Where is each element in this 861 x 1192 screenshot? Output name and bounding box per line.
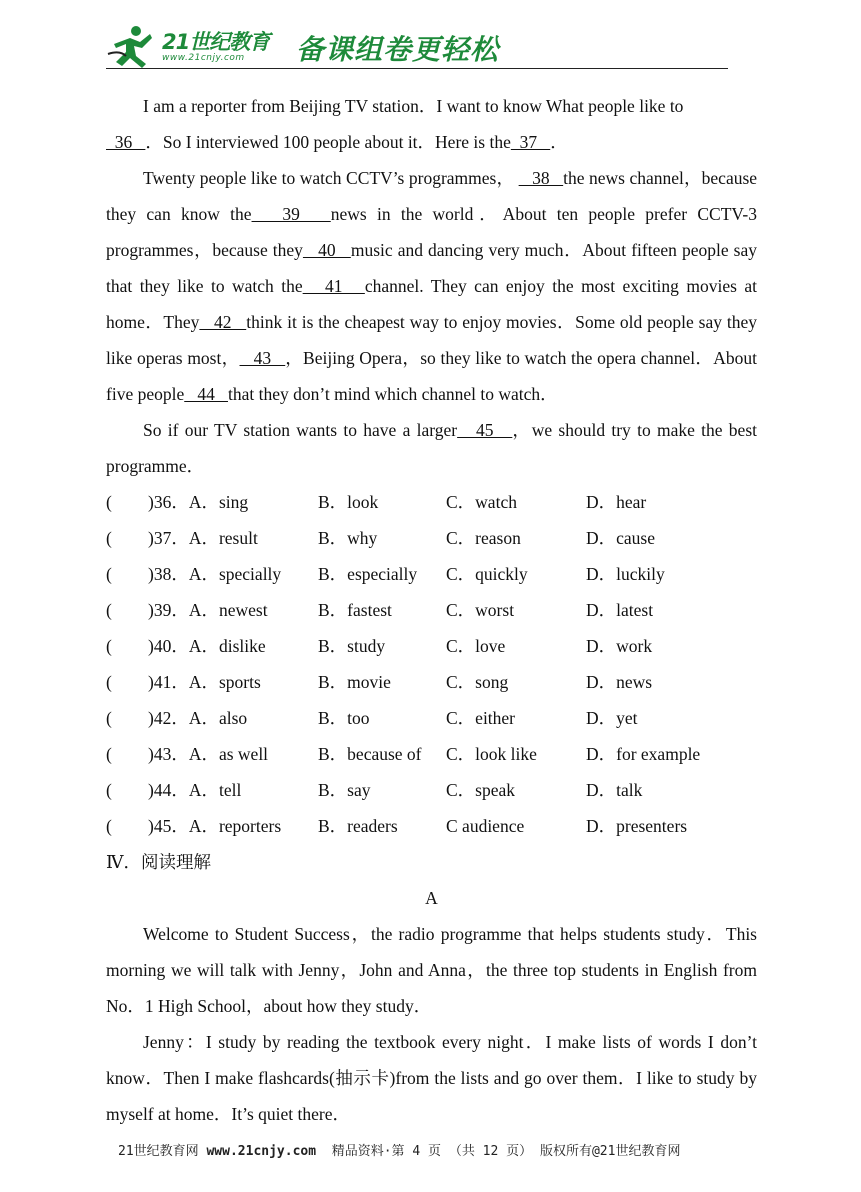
option-b: B．look xyxy=(318,492,379,512)
blank-41: 41 xyxy=(302,276,365,296)
answer-paren: ( xyxy=(106,672,112,692)
text-run: ，Beijing Opera，so they like to watch the opera channel．About five people xyxy=(106,348,758,404)
blank-38: 38 xyxy=(518,168,564,188)
option-d: D．for example xyxy=(586,744,701,764)
text-run: news in the world．About ten people prefer CCTV-3 programmes，because they xyxy=(106,204,757,260)
question-number: )45．A．reporters xyxy=(148,816,282,836)
blank-40: 40 xyxy=(302,240,351,260)
option-row-37 xyxy=(106,520,757,556)
header-slogan: 备课组卷更轻松 xyxy=(296,33,500,66)
blank-39: 39 xyxy=(251,204,331,224)
option-d: D．work xyxy=(586,636,653,656)
option-row-36 xyxy=(106,484,757,520)
blank-36: 36 xyxy=(106,132,146,152)
option-d: D．presenters xyxy=(586,816,688,836)
answer-paren: ( xyxy=(106,528,112,548)
option-b: B．readers xyxy=(318,816,398,836)
page-header xyxy=(106,22,728,72)
answer-paren: ( xyxy=(106,708,112,728)
page-footer xyxy=(118,1140,680,1159)
option-c: C．love xyxy=(446,636,506,656)
option-c: C．look like xyxy=(446,744,537,764)
option-row-40 xyxy=(106,628,757,664)
footer-page-info: 精品资料·第 4 页 （共 12 页） 版权所有@21世纪教育网 xyxy=(331,1144,681,1159)
option-b: B．movie xyxy=(318,672,391,692)
reading-paragraph-1: Welcome to Student Success，the radio programme that helps students study．This morning we will talk with Jenny，John and Anna，the three top students in English from No．1 High School，about how they study． xyxy=(106,924,757,1016)
text-run: I am a reporter from Beijing TV station．I want to know What people like to xyxy=(143,96,684,116)
option-b: B．fastest xyxy=(318,600,392,620)
options-list xyxy=(106,484,757,844)
cloze-paragraph-1 xyxy=(106,88,757,160)
text-run: the news channel，because they can know the xyxy=(106,168,758,224)
question-number: )37．A．result xyxy=(148,528,258,548)
text-run: music and dancing very much．About fifteen people say that they like to watch the xyxy=(106,240,757,296)
question-number: )42．A．also xyxy=(148,708,248,728)
blank-42: 42 xyxy=(199,312,247,332)
option-c: C．quickly xyxy=(446,564,528,584)
option-d: D．news xyxy=(586,672,653,692)
option-d: D．yet xyxy=(586,708,638,728)
blank-37: 37 xyxy=(510,132,551,152)
option-b: B．especially xyxy=(318,564,418,584)
option-d: D．cause xyxy=(586,528,656,548)
answer-paren: ( xyxy=(106,564,112,584)
text-run: So if our TV station wants to have a larger xyxy=(143,420,458,440)
runner-logo-icon xyxy=(106,24,156,70)
text-run: ．So I interviewed 100 people about it．Here is the xyxy=(145,132,511,152)
answer-paren: ( xyxy=(106,492,112,512)
option-c: C．worst xyxy=(446,600,515,620)
option-row-39 xyxy=(106,592,757,628)
question-number: )38．A．specially xyxy=(148,564,282,584)
passage-label: A xyxy=(425,888,438,908)
option-row-42 xyxy=(106,700,757,736)
option-b: B．too xyxy=(318,708,370,728)
option-b: B．why xyxy=(318,528,378,548)
text-run: Twenty people like to watch CCTV’s programmes， xyxy=(143,168,515,188)
answer-paren: ( xyxy=(106,744,112,764)
blank-44: 44 xyxy=(184,384,228,404)
footer-site: 21世纪教育网 xyxy=(118,1144,199,1159)
option-c: C．speak xyxy=(446,780,516,800)
text-run: channel. They can enjoy the most exciting movies at home．They xyxy=(106,276,758,332)
header-divider xyxy=(106,68,728,69)
answer-paren: ( xyxy=(106,636,112,656)
option-d: D．luckily xyxy=(586,564,665,584)
answer-paren: ( xyxy=(106,816,112,836)
text-run: that they don’t mind which channel to watch． xyxy=(227,384,558,404)
option-d: D．talk xyxy=(586,780,643,800)
option-b: B．because of xyxy=(318,744,422,764)
text-run: ，we should try to make the best programme． xyxy=(106,420,757,476)
option-c: C．song xyxy=(446,672,509,692)
option-c: C audience xyxy=(446,816,525,836)
option-c: C．reason xyxy=(446,528,521,548)
blank-43: 43 xyxy=(239,348,286,368)
question-number: )36．A．sing xyxy=(148,492,249,512)
logo-url: www.21cnjy.com xyxy=(162,53,245,63)
option-row-43 xyxy=(106,736,757,772)
text-run: ． xyxy=(550,132,568,152)
option-row-41 xyxy=(106,664,757,700)
answer-paren: ( xyxy=(106,600,112,620)
option-row-38 xyxy=(106,556,757,592)
blank-45: 45 xyxy=(457,420,513,440)
question-number: )41．A．sports xyxy=(148,672,261,692)
option-c: C．either xyxy=(446,708,516,728)
logo-text: 21世纪教育 xyxy=(162,30,270,54)
answer-paren: ( xyxy=(106,780,112,800)
option-b: B．study xyxy=(318,636,386,656)
option-d: D．hear xyxy=(586,492,647,512)
question-number: )44．A．tell xyxy=(148,780,242,800)
option-b: B．say xyxy=(318,780,371,800)
question-number: )40．A．dislike xyxy=(148,636,266,656)
option-c: C．watch xyxy=(446,492,517,512)
option-row-44 xyxy=(106,772,757,808)
option-d: D．latest xyxy=(586,600,654,620)
footer-url: www.21cnjy.com xyxy=(206,1144,317,1159)
question-number: )39．A．newest xyxy=(148,600,268,620)
question-number: )43．A．as well xyxy=(148,744,269,764)
cloze-paragraph-2 xyxy=(106,160,757,412)
text-run: think it is the cheapest way to enjoy movies．Some old people say they like operas most， xyxy=(106,312,757,368)
cloze-paragraph-3 xyxy=(106,412,757,484)
reading-paragraph-2: Jenny：I study by reading the textbook every night．I make lists of words I don’t know．Then I make flashcards(抽示卡)from the lists and go over them．I like to study by myself at home．It’s quiet there． xyxy=(106,1032,757,1124)
option-row-45 xyxy=(106,808,757,844)
section-title: Ⅳ．阅读理解 xyxy=(106,852,211,872)
page-content xyxy=(106,88,757,1132)
